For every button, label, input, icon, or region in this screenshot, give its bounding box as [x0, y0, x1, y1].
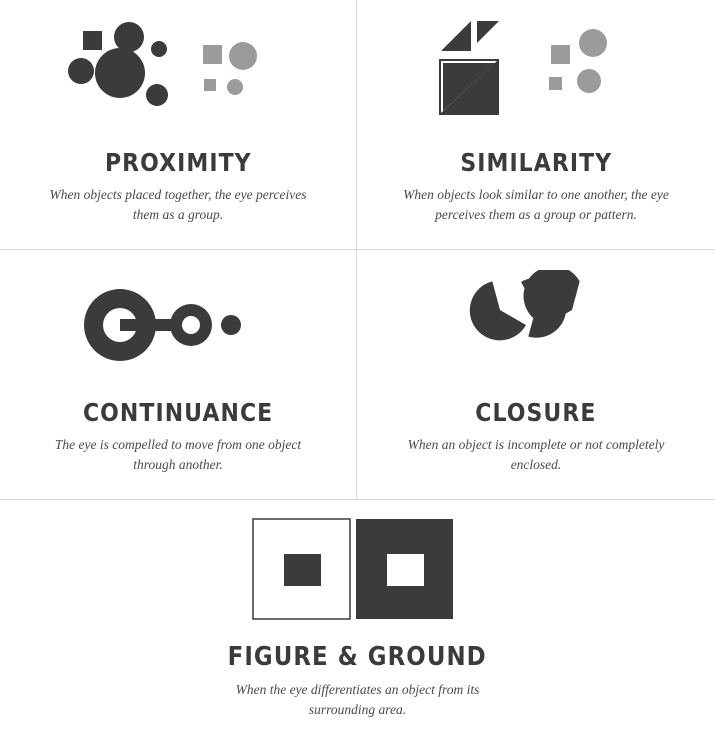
panel-proximity [0, 0, 357, 250]
clustered-circles-and-squares-icon [63, 15, 293, 135]
triangles-and-square-shapes-icon [421, 15, 651, 135]
continuance-illustration [0, 250, 356, 400]
figure-and-ground-illustration [0, 500, 715, 640]
panel-title: PROXIMITY [104, 148, 252, 177]
panel-title: SIMILARITY [460, 148, 612, 177]
panel-title: CLOSURE [475, 398, 597, 427]
similarity-illustration [357, 0, 715, 150]
pac-man-triangle-icon [466, 270, 606, 380]
panel-title: FIGURE & GROUND [227, 642, 488, 672]
proximity-illustration [0, 0, 356, 150]
panel-description: When an object is incomplete or not completely enclosed. [407, 437, 665, 472]
panel-description: When objects look similar to one another, the eye perceives them as a group or pattern. [403, 187, 669, 222]
closure-illustration [357, 250, 715, 400]
decreasing-circles-line-icon [78, 275, 278, 375]
inverted-squares-icon [248, 515, 468, 625]
panel-figure-and-ground [0, 500, 715, 750]
panel-closure [357, 250, 715, 500]
panel-description: When the eye differentiates an object from its surrounding area. [235, 682, 480, 717]
panel-description: The eye is compelled to move from one object through another. [54, 437, 302, 472]
panel-description: When objects placed together, the eye perceives them as a group. [49, 187, 307, 222]
panel-continuance [0, 250, 357, 500]
panel-title: CONTINUANCE [82, 398, 274, 427]
panel-similarity [357, 0, 715, 250]
